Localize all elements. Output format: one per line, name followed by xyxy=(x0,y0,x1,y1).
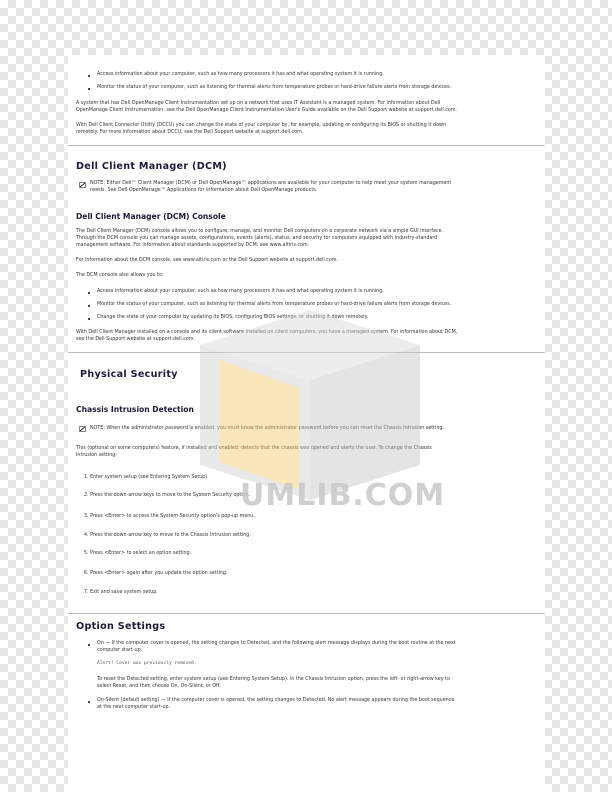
bullet xyxy=(88,318,90,320)
note-text: needs. See Dell OpenManage™ Applications for information about Dell OpenManage products. xyxy=(90,188,318,193)
list-item: at the next computer start-up. xyxy=(97,705,171,710)
paragraph-line: The DCM console also allows you to: xyxy=(76,273,164,278)
note-text: NOTE: Either Dell™ Client Manager (DCM) or Dell OpenManage™ applications are available for your computer to help meet your system management xyxy=(90,181,452,186)
paragraph-line: remotely. For more information about DCCU, see the Dell Support website at support.dell.com. xyxy=(76,130,304,135)
bullet xyxy=(88,292,90,294)
subheading-chassis-intrusion: Chassis Intrusion Detection xyxy=(76,405,194,414)
list-item: Change the state of your computer by updating its BIOS, configuring BIOS settings, or shutting it down remotely. xyxy=(97,315,369,320)
document-page xyxy=(68,55,545,792)
section-divider xyxy=(68,352,545,353)
list-item: Monitor the status of your computer, such as listening for thermal alerts from temperature probes or hard-drive failure alerts from storage devices. xyxy=(97,85,452,90)
section-heading-dcm: Dell Client Manager (DCM) xyxy=(76,161,227,172)
list-item: On — If the computer cover is opened, the setting changes to Detected, and the following alert message displays during the boot routine at the next xyxy=(97,641,456,646)
step-item: 7. Exit and save system setup. xyxy=(84,590,158,595)
section-divider xyxy=(68,145,545,146)
bullet xyxy=(88,701,90,703)
list-item: computer start-up: xyxy=(97,648,143,653)
paragraph-line: A system that has Dell OpenManage Client Instrumentation set up on a network that uses IT Assistant is a managed system. For information about Dell xyxy=(76,101,441,106)
step-item: 3. Press <Enter> to access the System Security option's pop-up menu. xyxy=(84,514,255,519)
list-item: Access information about your computer, such as how many processors it has and what operating system it is running. xyxy=(97,72,384,77)
paragraph-line: Intrusion setting: xyxy=(76,453,117,458)
subheading-dcm-console: Dell Client Manager (DCM) Console xyxy=(76,212,226,221)
step-item: 2. Press the down-arrow keys to move to the System Security option. xyxy=(84,493,251,498)
bullet xyxy=(88,75,90,77)
paragraph-line: For information about the DCM console, see www.altiris.com or the Dell Support website at support.dell.com. xyxy=(76,258,338,263)
section-heading-option-settings: Option Settings xyxy=(76,621,166,632)
step-item: 1. Enter system setup (see Entering System Setup). xyxy=(84,475,209,480)
paragraph-line: select Reset, and then choose On, On-Silent, or Off. xyxy=(97,684,221,689)
paragraph-line: To reset the Detected setting, enter system setup (see Entering System Setup). In the Chassis Intrusion option, press the left- or right-arrow key to xyxy=(97,677,450,682)
alert-message-code: Alert! Cover was previously removed. xyxy=(97,661,197,666)
bullet xyxy=(88,305,90,307)
paragraph-line: see the Dell Support website at support.dell.com. xyxy=(76,337,195,342)
paragraph-line: management software. For information about standards supported by DCM, see www.altiris.com. xyxy=(76,243,310,248)
bullet xyxy=(88,88,90,90)
paragraph-line: Through the DCM console you can manage assets, configurations, events (alerts), status, and security for computers equipped with industry-standard xyxy=(76,236,438,241)
list-item: Access information about your computer, such as how many processors it has and what operating system it is running. xyxy=(97,289,384,294)
note-icon xyxy=(79,182,86,188)
bullet xyxy=(88,644,90,646)
step-item: 6. Press <Enter> again after you update the option setting. xyxy=(84,571,228,576)
paragraph-line: OpenManage Client Instrumentation, see the Dell OpenManage Client Instrumentation User's Guide available on the Dell Support website at support.dell.com. xyxy=(76,108,458,113)
watermark-text: UMLIB.COM xyxy=(240,478,446,513)
list-item: Monitor the status of your computer, such as listening for thermal alerts from temperature probes or hard-drive failure alerts from storage devices. xyxy=(97,302,452,307)
section-heading-physical-security: Physical Security xyxy=(80,369,178,380)
list-item: On-Silent (default setting) — If the computer cover is opened, the setting changes to Detected. No alert message appears during the boot sequence xyxy=(97,698,455,703)
note-text: NOTE: When the administrator password is enabled, you must know the administrator password before you can reset the Chassis Intrusion setting. xyxy=(90,426,444,431)
paragraph-line: This (optional on some computers) feature, if installed and enabled, detects that the chassis was opened and alerts the user. To change the Chassis xyxy=(76,446,432,451)
paragraph-line: The Dell Client Manager (DCM) console allows you to configure, manage, and monitor Dell computers on a corporate network via a simple GUI interface. xyxy=(76,229,444,234)
note-icon xyxy=(79,426,86,432)
paragraph-line: With Dell Client Connector Utility (DCCU) you can change the state of your computer by, for example, updating or configuring its BIOS or shutting it down xyxy=(76,123,446,128)
step-item: 5. Press <Enter> to select an option setting. xyxy=(84,551,192,556)
paragraph-line: With Dell Client Manager installed on a console and its client software installed on client computers, you have a managed system. For information about DCM, xyxy=(76,330,458,335)
section-divider xyxy=(68,613,545,614)
step-item: 4. Press the down-arrow key to move to the Chassis Intrusion setting. xyxy=(84,533,251,538)
